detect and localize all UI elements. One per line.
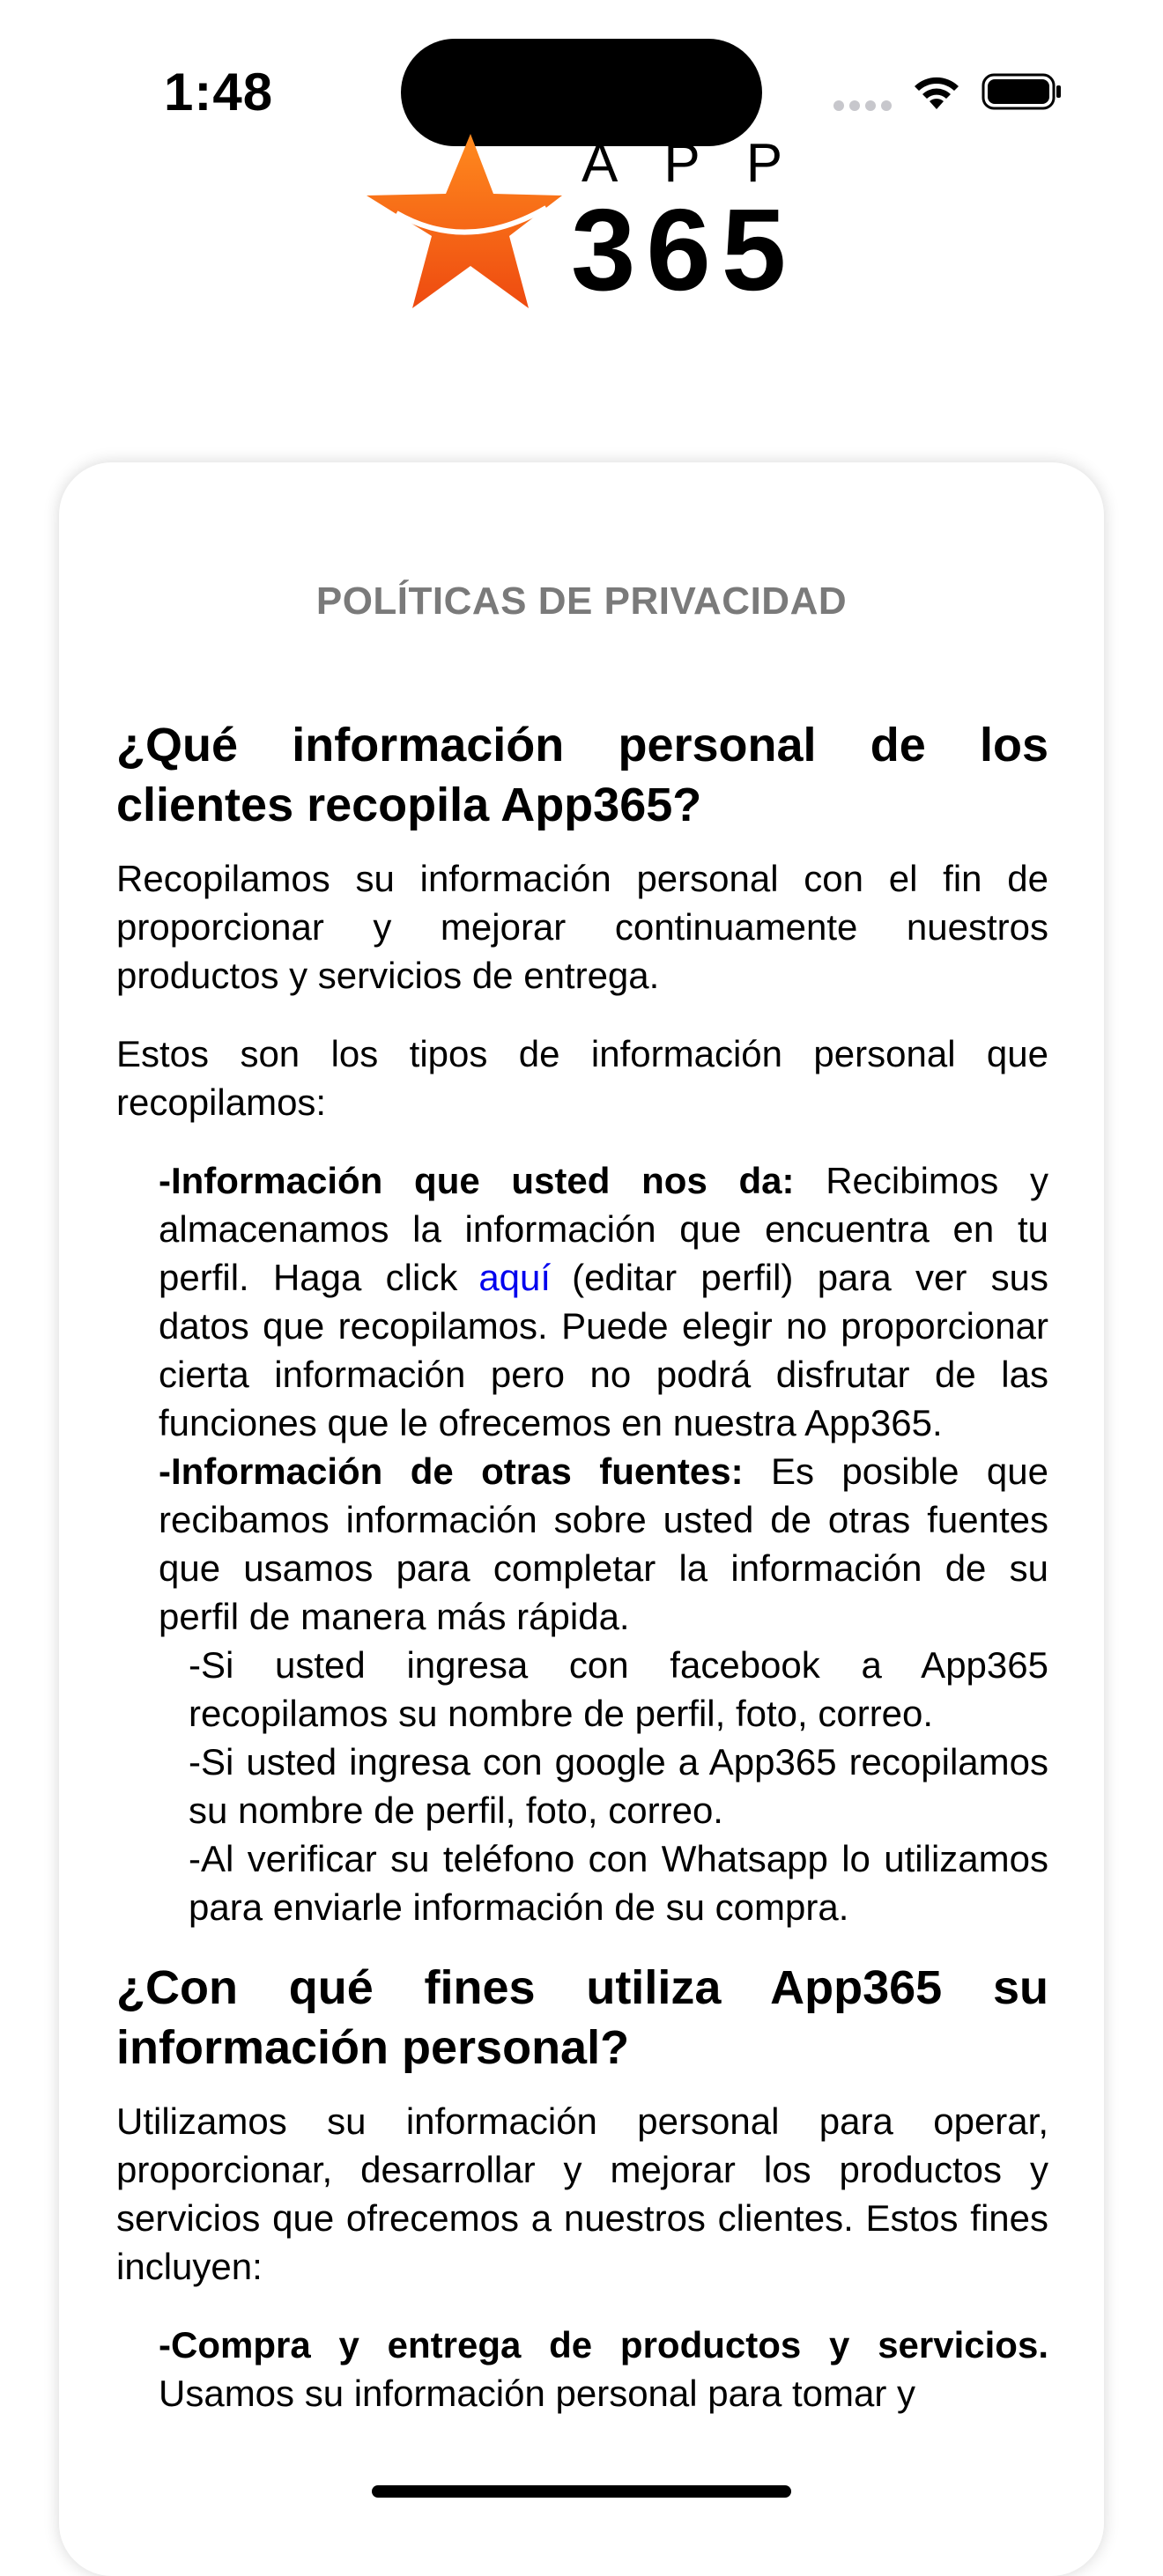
purchase-delivery-label: -Compra y entrega de productos y servicios. [159,2324,1048,2366]
whatsapp-sub-item: -Al verificar su teléfono con Whatsapp lo utilizamos para enviarle información de su compra. [189,1838,1048,1928]
google-sub-item: -Si usted ingresa con google a App365 recopilamos su nombre de perfil, foto, correo. [189,1741,1048,1831]
section1-intro: Recopilamos su información personal con el fin de proporcionar y mejorar continuamente nuestros productos y servicios de entrega. [116,858,1048,996]
wifi-icon [911,70,962,111]
logo-text-app: APP [582,133,829,194]
logo-text-365: 365 [571,185,797,314]
section1-heading: ¿Qué información personal de los clientes recopila App365? [116,719,1048,831]
edit-profile-link[interactable]: aquí [478,1257,552,1298]
dynamic-island [401,39,762,146]
info-given-text-b: (editar perfil) para ver sus datos que recopilamos. Puede elegir no proporcionar cierta información pero no podrá disfrutar de las funciones que le ofrecemos en nuestra App365. [159,1257,1049,1443]
info-given-item [116,1156,1048,1447]
info-given-text-a: Recibimos y almacenamos la información que encuentra en tu perfil. Haga click [159,1160,1048,1298]
other-sources-item [116,1447,1048,1641]
section1-types-intro: Estos son los tipos de información personal que recopilamos: [116,1033,1048,1123]
home-indicator[interactable] [372,2485,791,2498]
status-time: 1:48 [164,63,274,122]
privacy-content [116,715,1048,2417]
star-logo-icon [361,132,573,314]
info-given-label: -Información que usted nos da: [159,1160,795,1201]
other-sources-label: -Información de otras fuentes: [159,1450,744,1492]
app365-logo [361,132,829,317]
section2-intro: Utilizamos su información personal para operar, proporcionar, desarrollar y mejorar los productos y servicios que ofrecemos a nuestros clientes. Estos fines incluyen: [116,2100,1048,2287]
other-sources-text: Es posible que recibamos información sobre usted de otras fuentes que usamos para completar la información de su perfil de manera más rápida. [159,1450,1048,1637]
purchase-delivery-item [116,2321,1048,2417]
status-bar [0,0,1163,132]
cellular-signal-icon [833,100,892,111]
facebook-sub-item: -Si usted ingresa con facebook a App365 recopilamos su nombre de perfil, foto, correo. [189,1644,1048,1734]
purchase-delivery-text: Usamos su información personal para tomar y [159,2373,916,2414]
page-title: POLÍTICAS DE PRIVACIDAD [315,579,848,623]
battery-icon [982,72,1063,111]
section2-heading: ¿Con qué fines utiliza App365 su información personal? [116,1961,1048,2074]
